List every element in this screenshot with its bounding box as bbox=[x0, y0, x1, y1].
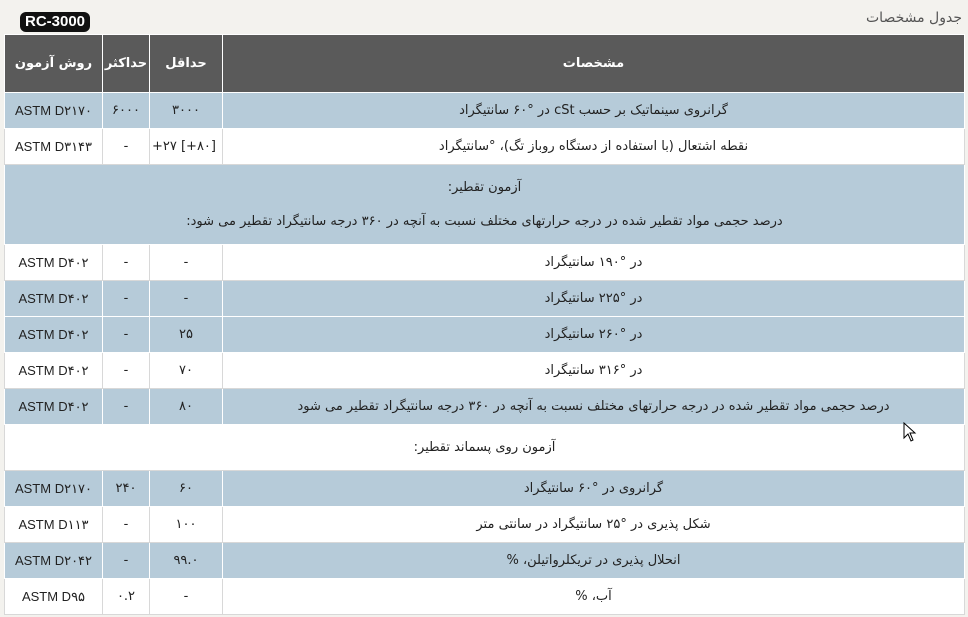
spec-cell: گرانروی در °۶۰ سانتیگراد bbox=[223, 471, 965, 507]
table-row bbox=[5, 281, 965, 317]
section-row-residue bbox=[5, 425, 965, 471]
max-cell: - bbox=[103, 543, 150, 579]
page-title: جدول مشخصات bbox=[866, 10, 962, 26]
table-row bbox=[5, 353, 965, 389]
spec-cell: گرانروی سینماتیک بر حسب cSt در °۶۰ سانتیگراد bbox=[223, 93, 965, 129]
method-cell: ASTM D۱۱۳ bbox=[5, 507, 103, 543]
distillation-description: درصد حجمی مواد تقطیر شده در درجه حرارتهای مختلف نسبت به آنچه در ۳۶۰ درجه سانتیگراد تقطیر می شود: bbox=[186, 213, 783, 229]
max-cell: ۶۰۰۰ bbox=[103, 93, 150, 129]
col-header-spec: مشخصات bbox=[223, 35, 965, 93]
min-cell: ۲۵ bbox=[150, 317, 223, 353]
max-cell: - bbox=[103, 281, 150, 317]
table-row bbox=[5, 317, 965, 353]
spec-cell: در °۱۹۰ سانتیگراد bbox=[223, 245, 965, 281]
max-cell: ۰.۲ bbox=[103, 579, 150, 615]
min-cell: - bbox=[150, 245, 223, 281]
residue-section bbox=[5, 425, 965, 471]
method-cell: ASTM D۳۱۴۳ bbox=[5, 129, 103, 165]
method-cell: ASTM D۲۰۴۲ bbox=[5, 543, 103, 579]
method-cell: ASTM D۹۵ bbox=[5, 579, 103, 615]
min-cell: ۷۰ bbox=[150, 353, 223, 389]
spec-cell: در °۲۲۵ سانتیگراد bbox=[223, 281, 965, 317]
spec-table bbox=[4, 34, 965, 615]
max-cell: - bbox=[103, 245, 150, 281]
max-cell: - bbox=[103, 129, 150, 165]
spec-cell: شکل پذیری در °۲۵ سانتیگراد در سانتی متر bbox=[223, 507, 965, 543]
spec-cell: نقطه اشتعال (با استفاده از دستگاه روباز تگ)، °سانتیگراد bbox=[223, 129, 965, 165]
section-row-distillation bbox=[5, 165, 965, 245]
col-header-min: حداقل bbox=[150, 35, 223, 93]
min-cell: ۳۰۰۰ bbox=[150, 93, 223, 129]
spec-cell: درصد حجمی مواد تقطیر شده در درجه حرارتهای مختلف نسبت به آنچه در ۳۶۰ درجه سانتیگراد تقطیر می شود bbox=[223, 389, 965, 425]
table-row bbox=[5, 129, 965, 165]
min-cell: - bbox=[150, 579, 223, 615]
table-row bbox=[5, 543, 965, 579]
title-bar bbox=[0, 0, 968, 34]
max-cell: - bbox=[103, 389, 150, 425]
distillation-heading: آزمون تقطیر: bbox=[447, 179, 522, 195]
spec-cell: آب، % bbox=[223, 579, 965, 615]
min-cell: ۶۰ bbox=[150, 471, 223, 507]
min-cell: ۸۰ bbox=[150, 389, 223, 425]
min-cell: - bbox=[150, 281, 223, 317]
table-row bbox=[5, 507, 965, 543]
method-cell: ASTM D۴۰۲ bbox=[5, 353, 103, 389]
min-cell: ۱۰۰ bbox=[150, 507, 223, 543]
max-cell: - bbox=[103, 317, 150, 353]
max-cell: - bbox=[103, 507, 150, 543]
col-header-max: حداکثر bbox=[103, 35, 150, 93]
max-cell: - bbox=[103, 353, 150, 389]
min-cell: ۹۹.۰ bbox=[150, 543, 223, 579]
col-header-method: روش آزمون bbox=[5, 35, 103, 93]
table-row bbox=[5, 93, 965, 129]
table-row bbox=[5, 579, 965, 615]
table-row bbox=[5, 471, 965, 507]
header-row bbox=[5, 35, 965, 93]
method-cell: ASTM D۴۰۲ bbox=[5, 281, 103, 317]
max-cell: ۲۴۰ bbox=[103, 471, 150, 507]
method-cell: ASTM D۲۱۷۰ bbox=[5, 471, 103, 507]
distillation-section bbox=[5, 165, 965, 245]
method-cell: ASTM D۲۱۷۰ bbox=[5, 93, 103, 129]
method-cell: ASTM D۴۰۲ bbox=[5, 245, 103, 281]
residue-heading: آزمون روی پسماند تقطیر: bbox=[413, 439, 556, 455]
method-cell: ASTM D۴۰۲ bbox=[5, 317, 103, 353]
spec-cell: انحلال پذیری در تریکلرواتیلن، % bbox=[223, 543, 965, 579]
mouse-pointer-icon bbox=[903, 422, 917, 442]
method-cell: ASTM D۴۰۲ bbox=[5, 389, 103, 425]
product-badge: RC-3000 bbox=[20, 12, 90, 32]
table-row bbox=[5, 245, 965, 281]
table-row bbox=[5, 389, 965, 425]
spec-cell: در °۲۶۰ سانتیگراد bbox=[223, 317, 965, 353]
spec-cell: در °۳۱۶ سانتیگراد bbox=[223, 353, 965, 389]
min-cell: [۸۰+] ۲۷+ bbox=[150, 129, 223, 165]
